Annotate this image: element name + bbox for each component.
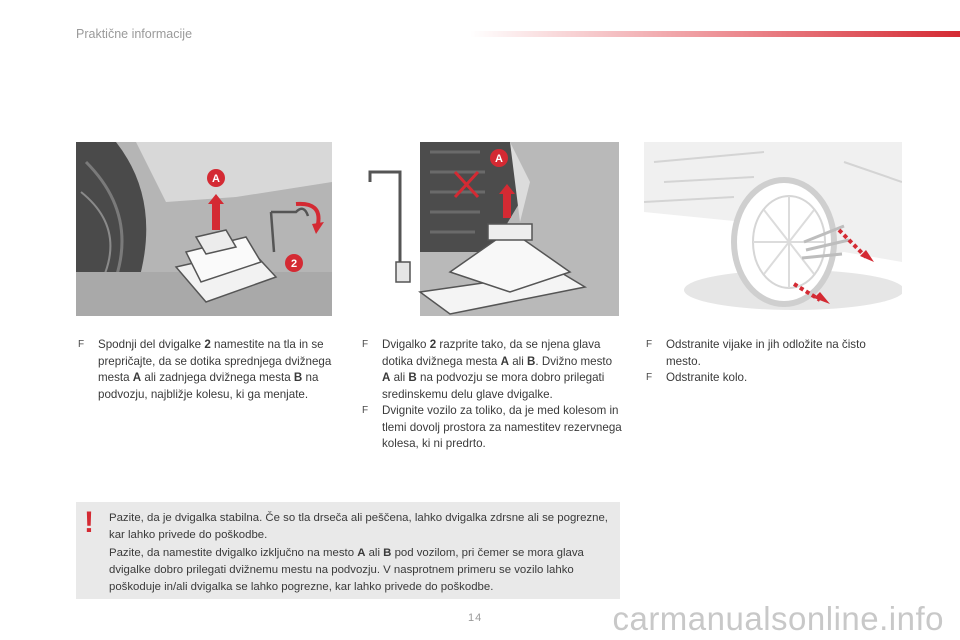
figure-jack-head <box>360 142 619 316</box>
step-ref: A <box>382 371 391 384</box>
instruction-column-2 <box>360 337 622 453</box>
instruction-step <box>76 337 332 403</box>
bullet-marker: F <box>646 372 653 383</box>
figure1-label-a: A <box>212 173 220 185</box>
instruction-step <box>360 403 622 453</box>
step-ref: 2 <box>429 338 437 351</box>
bullet-marker: F <box>362 339 369 350</box>
warning-paragraph-2 <box>109 545 615 597</box>
step-text: Spodnji del dvigalke <box>98 338 205 351</box>
step-ref: 2 <box>204 338 211 351</box>
step-text: razprite tako, da se njena glava dotika dvižnega mesta <box>382 338 601 368</box>
warning-paragraph-1: Pazite, da je dvigalka stabilna. Če so tla drseča ali peščena, lahko dvigalka zdrsne ali se pogrezne, kar lahko privede do poškodbe. <box>109 512 608 542</box>
warning-box <box>76 502 620 599</box>
bullet-marker: F <box>362 405 369 416</box>
step-text: ali zadnjega dvižnega mesta <box>141 371 294 384</box>
instruction-step <box>644 370 902 387</box>
step-text: na podvozju se mora dobro prilegati sredinskemu delu glave dvigalke. <box>382 371 605 401</box>
step-text: Odstranite vijake in jih odložite na čisto mesto. <box>666 338 866 368</box>
warning-icon: ! <box>84 506 94 539</box>
warning-ref: A <box>357 546 366 559</box>
step-text: ali <box>508 354 528 368</box>
step-ref: A <box>500 354 509 368</box>
watermark-text: carmanualsonline.info <box>612 600 944 637</box>
step-text: Odstranite kolo. <box>666 371 748 384</box>
figure-remove-wheel <box>644 142 902 316</box>
bullet-marker: F <box>78 339 85 350</box>
step-text: Dvignite vozilo za toliko, da je med kolesom in tlemi dovolj prostora za namestitev rezervnega kolesa, ki ni predrto. <box>382 404 622 450</box>
step-text: Dvigalko <box>382 338 430 351</box>
instruction-step <box>360 337 622 403</box>
warning-text <box>109 510 615 596</box>
page-section-title: Praktične informacije <box>76 27 193 41</box>
warning-ref: B <box>383 546 392 559</box>
warning-text-part: ali <box>365 546 384 559</box>
step-text: ali <box>390 371 409 384</box>
warning-text-part: pod vozilom, pri čemer se mora glava dvigalke dobro prilegati dvižnemu mestu na podvozju. V nasprotnem primeru se vozilo lahko poškoduje in/ali dvigalka se lahko pogrezne, kar lahko privede do poškodbe. <box>109 546 584 594</box>
page-number: 14 <box>468 612 483 624</box>
step-ref: B <box>527 354 536 368</box>
header-accent-bar <box>470 31 960 37</box>
step-ref: B <box>408 371 417 384</box>
step-ref: A <box>132 371 142 384</box>
step-text: . Dvižno mesto <box>535 354 613 368</box>
instruction-column-3 <box>644 337 902 387</box>
instruction-column-1 <box>76 337 332 403</box>
step-text: namestite na tla in se prepričajte, da se dotika sprednjega dvižnega mesta <box>98 338 332 384</box>
bullet-marker: F <box>646 339 653 350</box>
warning-text-part: Pazite, da namestite dvigalko izključno na mesto <box>109 546 358 559</box>
figure-jack-placement <box>76 142 332 316</box>
figure2-label-a: A <box>495 153 503 165</box>
step-text: na podvozju, najbližje kolesu, ki ga menjate. <box>98 371 319 401</box>
instruction-step <box>644 337 902 370</box>
figure1-label-2: 2 <box>290 258 298 270</box>
step-ref: B <box>293 371 303 384</box>
